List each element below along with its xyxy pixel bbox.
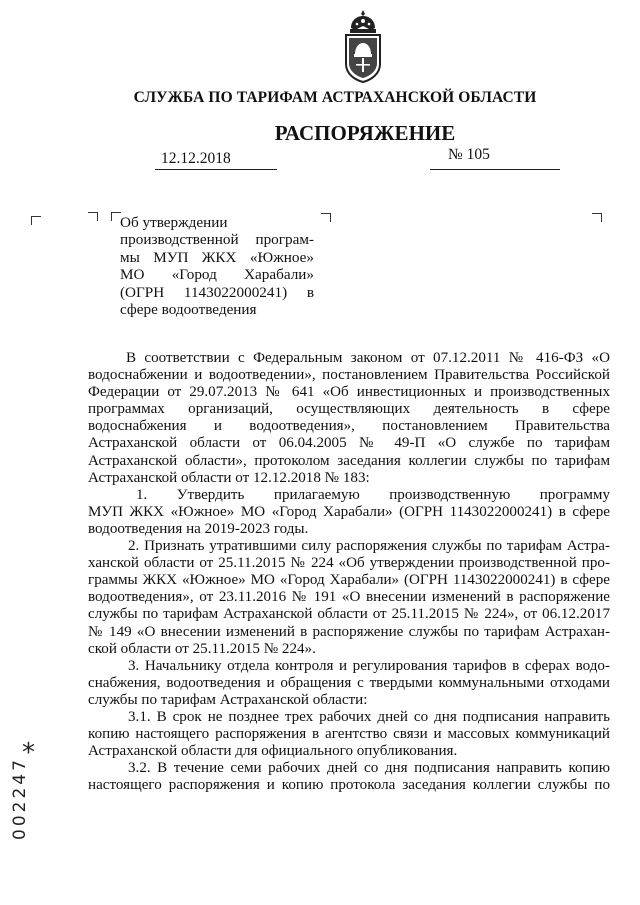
body-line: водоотведения на 2019-2023 годы. <box>88 520 309 537</box>
body-line: снабжения, водоотведения и обращения с твердыми коммунальными отходами <box>88 674 610 691</box>
body-line: настоящего распоряжения и копию протокола заседания коллегии службы по <box>88 777 610 794</box>
preamble-paragraph <box>88 350 610 487</box>
body-line: № 149 «О внесении изменений в распоряжение службы по тарифам Астрахан- <box>88 623 610 640</box>
corner-mark-subject-end <box>321 213 331 222</box>
body-line: водоснабжении и водоотведении», постановлением Правительства Российской <box>88 367 610 384</box>
subject-line: мы МУП ЖКХ «Южное» <box>120 248 314 266</box>
document-number: № 105 <box>448 146 490 163</box>
subject-line: (ОГРН 1143022000241) в <box>120 283 314 301</box>
body-line: программах организаций, осуществляющих деятельность в сфере <box>88 401 610 418</box>
registration-code: 002247 <box>10 757 30 840</box>
body-line: службы по тарифам Астраханской области: <box>88 691 368 708</box>
coat-of-arms-emblem <box>341 8 385 84</box>
body-line: Федерации от 29.07.2013 № 641 «Об инвестиционных и производственных <box>88 384 610 401</box>
body-line: В соответствии с Федеральным законом от 07.12.2011 № 416-ФЗ «О <box>126 350 610 366</box>
item-1-paragraph <box>88 487 610 538</box>
body-line: службы по тарифам Астраханской области от 25.11.2015 № 224», от 06.12.2017 <box>88 606 610 623</box>
body-line: 1. Утвердить прилагаемую производственную программу <box>136 486 610 503</box>
body-line: Астраханской области от 06.04.2005 № 49-П «О службе по тарифам <box>88 435 610 452</box>
body-line: водоснабжения и водоотведения», постановлением Правительства <box>88 418 610 435</box>
document-date: 12.12.2018 <box>161 150 231 167</box>
subject-line: производственной програм- <box>120 231 314 249</box>
body-line: Астраханской области для официального опубликования. <box>88 743 458 760</box>
body-line: 2. Признать утратившими силу распоряжения службы по тарифам Астра- <box>128 538 610 555</box>
subject-block <box>120 214 314 318</box>
item-2-paragraph <box>88 538 610 658</box>
number-underline <box>430 169 560 170</box>
body-line: 3.1. В срок не позднее трех рабочих дней со дня подписания направить <box>128 708 610 725</box>
corner-mark-subject-left <box>88 212 98 221</box>
corner-mark-left <box>31 216 41 225</box>
body-line: водоотведения», от 23.11.2016 № 191 «О внесении изменений в распоряжение <box>88 589 610 606</box>
item-3-2-paragraph <box>88 760 610 794</box>
item-3-1-paragraph <box>88 709 610 760</box>
date-underline <box>155 169 277 170</box>
body-line: копию настоящего распоряжения в агентство связи и массовых коммуникаций <box>88 726 610 743</box>
body-line: граммы ЖКХ «Южное» МО «Город Харабали» (ОГРН 1143022000241) в сфере <box>88 572 610 589</box>
corner-mark-right <box>592 213 602 222</box>
body-line: 3.2. В течение семи рабочих дней со дня подписания направить копию <box>128 760 610 777</box>
body-line: 3. Начальнику отдела контроля и регулирования тарифов в сферах водо- <box>128 657 610 674</box>
subject-line: МО «Город Харабали» <box>120 266 314 284</box>
body-line: МУП ЖКХ «Южное» МО «Город Харабали» (ОГРН 1143022000241) в сфере <box>88 503 610 520</box>
body-line: Астраханской области», протоколом заседания коллегии службы по тарифам <box>88 452 610 469</box>
body-line: ской области от 25.11.2015 № 224». <box>88 640 316 657</box>
subject-line: Об утверждении <box>120 214 228 231</box>
margin-asterisk: * <box>22 738 35 768</box>
document-body <box>88 350 610 794</box>
body-line: Астраханской области от 12.12.2018 № 183: <box>88 469 370 486</box>
item-3-paragraph <box>88 658 610 709</box>
document-type-title: РАСПОРЯЖЕНИЕ <box>274 121 456 145</box>
body-line: ханской области от 25.11.2015 № 224 «Об утверждении производственной про- <box>88 555 610 572</box>
subject-line: сфере водоотведения <box>120 301 257 319</box>
agency-name: СЛУЖБА ПО ТАРИФАМ АСТРАХАНСКОЙ ОБЛАСТИ <box>133 89 537 106</box>
